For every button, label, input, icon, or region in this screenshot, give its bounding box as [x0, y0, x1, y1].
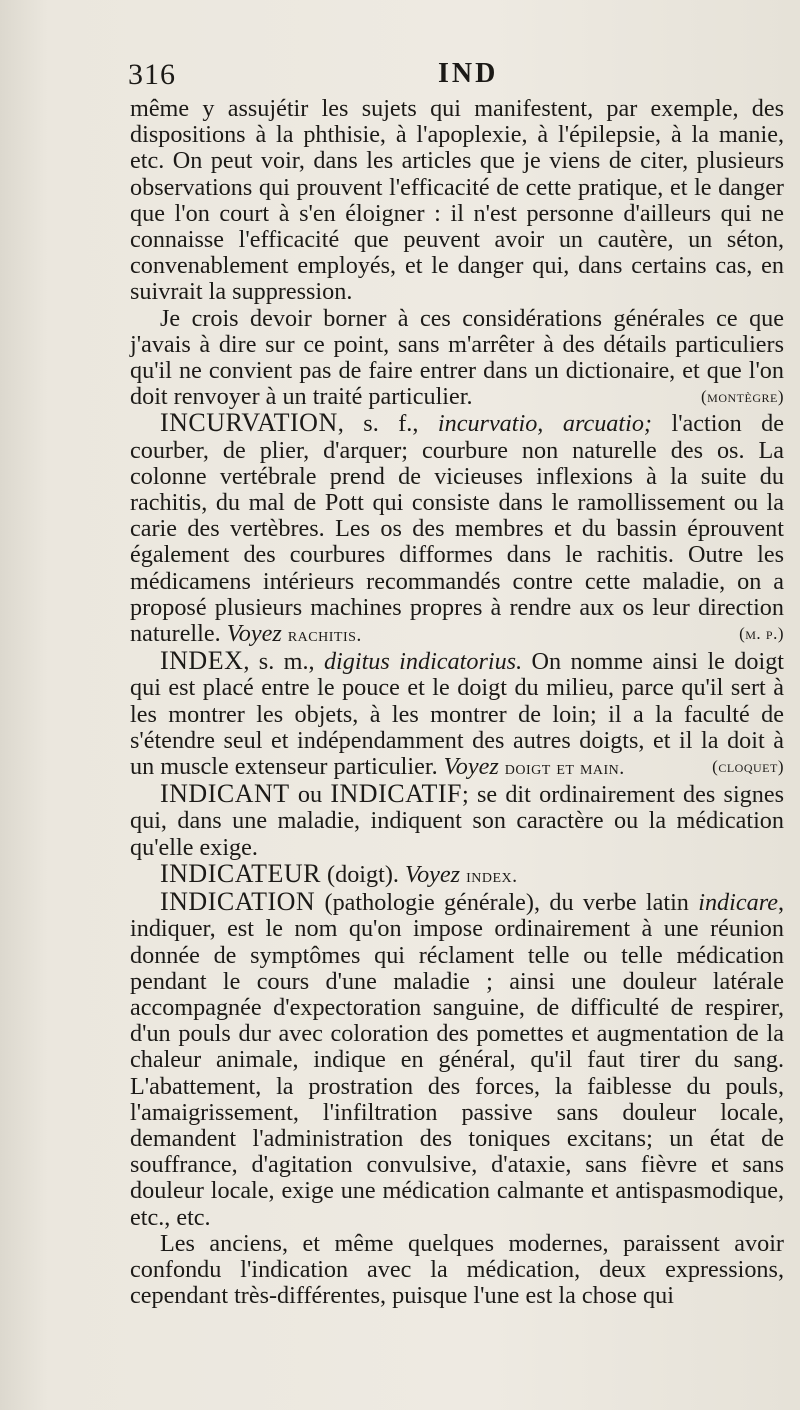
see-also-label: Voyez: [404, 860, 461, 888]
entry-text: ; se dit ordinairement des signes qui, dans une maladie, indiquent son caractère ou la médication qu'elle exige.: [130, 781, 785, 861]
paragraph-continuation: même y assujétir les sujets qui manifestent, par exemple, des dispositions à la phthisie, à l'apoplexie, à l'épilepsie, à la manie, etc. On peut voir, dans les articles que je viens de citer, plusieurs observations qui prouvent l'efficacité de cette pratique, et le danger que l'on court à s'en éloigner : il n'est personne d'ailleurs qui ne connaisse l'efficacité que peuvent avoir un cautère, un séton, convenablement employés, et le danger qui, dans certains cas, en suivrait la suppression.: [130, 95, 784, 306]
entry-text: (pathologie générale), du verbe latin: [315, 889, 699, 917]
entry-headword: INCURVATION: [160, 408, 338, 438]
cross-reference: rachitis.: [287, 624, 362, 647]
entry-latin: indicare: [698, 889, 778, 917]
entry-headword-alt: INDICATIF: [330, 779, 462, 809]
entry-grammar: , s. f.,: [337, 410, 438, 438]
entry-index: [130, 648, 784, 781]
cross-reference: index.: [466, 864, 518, 887]
paragraph-conclusion-text: Je crois devoir borner à ces considérations générales ce que j'avais à dire sur ce point, sans m'arrêter à des détails particuliers qu'il ne convient pas de faire entrer dans un dictionaire, et que l'on doit renvoyer à un traité particulier.: [130, 304, 784, 411]
entry-indication: [130, 889, 784, 1231]
entry-indicateur: [130, 858, 784, 889]
see-also-label: Voyez: [443, 753, 499, 781]
entry-text-continued: , indiquer, est le nom qu'on impose ordinairement à une réunion donnée de symptômes qui réclament telle ou telle médication pendant le cours d'une maladie ; ainsi une douleur latérale accompagnée d'expectoration sanguine, de difficulté de respirer, d'un pouls dur avec coloration des pomettes et augmentation de la chaleur animale, indique en général, qu'il faut tirer du sang. L'abattement, la prostration des forces, la faiblesse du pouls, l'amaigrissement, l'infiltration passive sans douleur locale, demandent l'administration des toniques excitans; un état de souffrance, d'agitation convulsive, d'ataxie, sans fièvre et sans douleur locale, exige une médication calmante et antispasmodique, etc., etc.: [130, 889, 784, 1231]
entry-latin: incurvatio, arcuatio;: [437, 410, 652, 438]
entry-headword: INDICANT: [160, 779, 290, 809]
paragraph-anciens: Les anciens, et même quelques modernes, paraissent avoir confondu l'indication avec la médication, deux expressions, cependant très-différentes, puisque l'une est la chose qui: [130, 1229, 784, 1310]
entry-indicant: [130, 781, 784, 861]
entry-headword: INDICATION: [160, 887, 316, 917]
entry-text: l'action de courber, de plier, d'arquer; courbure non naturelle des os. La colonne vertébrale prend de vicieuses inflexions à la suite du rachitis, du mal de Pott qui consiste dans le ramollissement ou la carie des vertèbres. Les os des membres et du bassin éprouvent également des courbures difformes dans le rachitis. Outre les médicamens intérieurs recommandés contre cette maladie, on a proposé plusieurs machines propres à rendre aux os leur direction naturelle.: [130, 410, 784, 648]
body-text: [130, 96, 784, 1309]
entry-text: On nomme ainsi le doigt qui est placé entre le pouce et le doigt du milieu, parce qu'il sert à les montrer les objets, à les montrer de loin; il a la faculté de s'étendre seul et indépendamment des autres doigts, et il la doit à un muscle extenseur particulier.: [130, 648, 785, 781]
entry-headword: INDEX: [160, 646, 244, 676]
author-signature: (cloquet): [712, 757, 784, 777]
running-head: IND: [438, 58, 499, 89]
page-header: [128, 58, 768, 94]
author-signature: (montègre): [701, 387, 784, 407]
entry-latin: digitus indicatorius.: [323, 648, 523, 676]
page-number: 316: [128, 58, 176, 91]
entry-grammar: , s. m.,: [243, 648, 324, 676]
entry-headword: INDICATEUR: [160, 858, 321, 888]
see-also-label: Voyez: [226, 620, 282, 648]
paragraph-conclusion: [130, 306, 784, 411]
cross-reference: doigt et main.: [504, 757, 625, 780]
entry-connector: ou: [289, 781, 331, 809]
entry-incurvation: [130, 410, 784, 648]
author-signature: (m. p.): [739, 624, 784, 644]
entry-text: (doigt).: [321, 860, 405, 888]
